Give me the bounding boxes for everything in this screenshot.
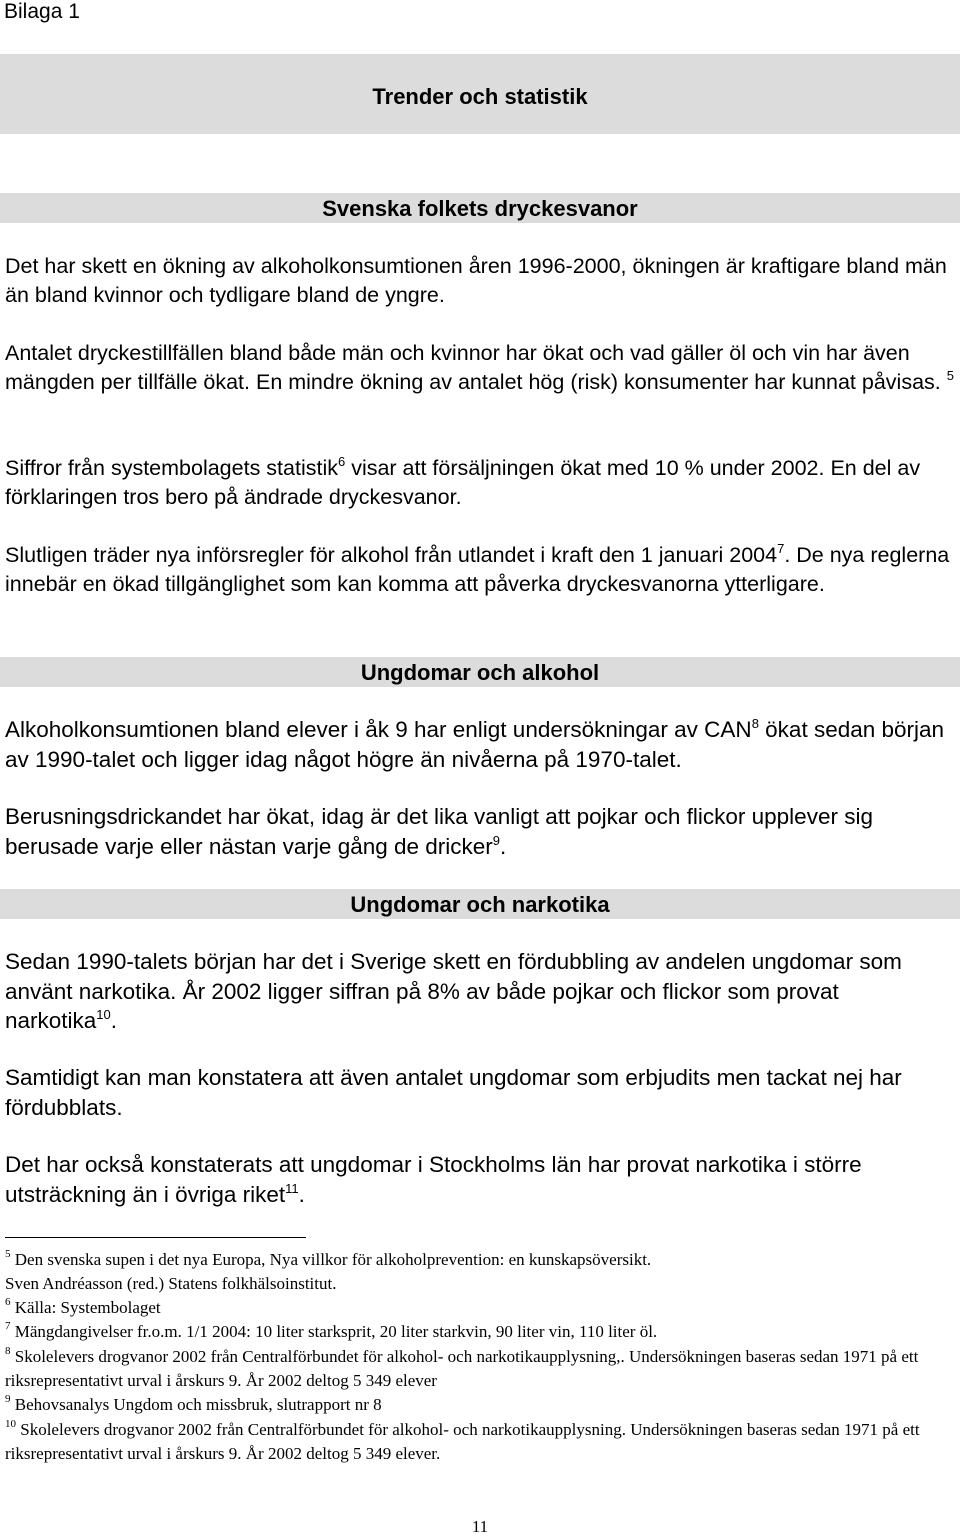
footnote-number: 6 <box>5 1296 11 1308</box>
footnote-ref-6: 6 <box>337 454 346 469</box>
footnote-number: 8 <box>5 1345 11 1357</box>
footnote-text: Mängdangivelser fr.o.m. 1/1 2004: 10 liter starksprit, 20 liter starkvin, 90 liter vin, 110 liter öl. <box>10 1322 658 1341</box>
appendix-label: Bilaga 1 <box>4 0 80 23</box>
footnote-text: Källa: Systembolaget <box>10 1298 161 1317</box>
paragraph-youth-consumption <box>5 715 955 774</box>
drinking-habits-heading <box>0 193 960 223</box>
footnote-9 <box>5 1393 955 1417</box>
footnote-ref-8: 8 <box>751 716 759 731</box>
youth-drugs-heading-text: Ungdomar och narkotika <box>350 892 610 917</box>
youth-alcohol-heading-text: Ungdomar och alkohol <box>360 660 600 685</box>
paragraph-text-cont: . <box>110 1008 118 1033</box>
paragraph-declined-offers: Samtidigt kan man konstatera att även antalet ungdomar som erbjudits men tackat nej har fördubblats. <box>5 1065 902 1120</box>
paragraph-import-rules <box>5 541 955 599</box>
paragraph-text: Antalet dryckestillfällen bland både män och kvinnor har ökat och vad gäller öl och vin har även mängden per tillfälle ökat. En mindre ökning av antalet hög (risk) konsumenter har kunnat påvisas. <box>5 341 941 394</box>
paragraph-text: Sedan 1990-talets början har det i Sverige skett en fördubbling av andelen ungdomar som använt narkotika. År 2002 ligger siffran på 8% av både pojkar och flickor som provat narkotika <box>5 949 902 1033</box>
section-title <box>0 54 960 134</box>
youth-alcohol-heading <box>0 657 960 687</box>
paragraph-text: Berusningsdrickandet har ökat, idag är det lika vanligt att pojkar och flickor upplever sig berusade varje eller nästan varje gång de dricker <box>5 804 873 859</box>
paragraph-text-cont: . De nya reglerna innebär en ökad tillgänglighet som kan komma att påverka dryckesvanorna ytterligare. <box>5 543 950 596</box>
paragraph-text-cont: . <box>500 833 507 859</box>
footnote-10 <box>5 1418 955 1466</box>
footnote-number: 9 <box>5 1393 11 1405</box>
footnote-number: 10 <box>5 1418 16 1430</box>
section-title-text: Trender och statistik <box>372 84 588 109</box>
drinking-habits-heading-text: Svenska folkets dryckesvanor <box>322 196 638 221</box>
paragraph-text: Det har också konstaterats att ungdomar i Stockholms län har provat narkotika i större utsträckning än i övriga riket <box>5 1152 862 1207</box>
paragraph-binge-drinking <box>5 802 955 861</box>
footnote-5 <box>5 1248 955 1296</box>
paragraph-systembolaget-stats <box>5 454 955 512</box>
paragraph-stockholm <box>5 1150 955 1209</box>
footnote-number: 7 <box>5 1320 11 1332</box>
youth-drugs-heading <box>0 889 960 919</box>
footnote-6 <box>5 1296 955 1320</box>
paragraph-text: Slutligen träder nya införsregler för alkohol från utlandet i kraft den 1 januari 2004 <box>5 543 778 567</box>
paragraph-text-cont: ökat sedan början av 1990-talet och ligger idag något högre än nivåerna på 1970-talet. <box>5 717 945 772</box>
footnote-7 <box>5 1320 955 1344</box>
paragraph-drug-use-doubling <box>5 947 955 1036</box>
footnote-ref-11: 11 <box>285 1180 299 1196</box>
page-number: 11 <box>471 1517 489 1536</box>
footnote-ref-9: 9 <box>492 832 501 848</box>
footnote-text: Skolelevers drogvanor 2002 från Centralförbundet för alkohol- och narkotikaupplysning,. Undersökningen baseras sedan 1971 på ett riksrepresentativt urval i årskurs 9. År 2002 deltog 5 349 elever <box>5 1347 919 1390</box>
paragraph-text: Siffror från systembolagets statistik <box>5 456 338 480</box>
paragraph-drinking-occasions <box>5 339 955 397</box>
footnote-number: 5 <box>5 1248 11 1260</box>
paragraph-text-cont: . <box>298 1181 305 1207</box>
paragraph-text: Alkoholkonsumtionen bland elever i åk 9 har enligt undersökningar av CAN <box>5 717 752 742</box>
paragraph-text-cont: visar att försäljningen ökat med 10 % under 2002. En del av förklaringen tros bero på ändrade dryckesvanor. <box>5 456 921 509</box>
footnote-divider <box>5 1237 306 1238</box>
footnote-8 <box>5 1345 955 1393</box>
footnote-text: Behovsanalys Ungdom och missbruk, slutrapport nr 8 <box>10 1395 382 1414</box>
footnote-text: Skolelevers drogvanor 2002 från Centralförbundet för alkohol- och narkotikaupplysning. Undersökningen baseras sedan 1971 på ett riksrepresentativt urval i årskurs 9. År 2002 deltog 5 349 elever. <box>5 1420 920 1463</box>
footnote-ref-10: 10 <box>96 1007 111 1022</box>
footnote-text: Den svenska supen i det nya Europa, Nya villkor för alkoholprevention: en kunskapsöversikt. <box>10 1250 652 1269</box>
paragraph-consumption-increase: Det har skett en ökning av alkoholkonsumtionen åren 1996-2000, ökningen är kraftigare bland män än bland kvinnor och tydligare bland de yngre. <box>5 254 947 307</box>
footnote-ref-5: 5 <box>946 368 954 383</box>
footnote-ref-7: 7 <box>777 541 785 556</box>
footnote-text-cont: Sven Andréasson (red.) Statens folkhälsoinstitut. <box>5 1274 337 1293</box>
